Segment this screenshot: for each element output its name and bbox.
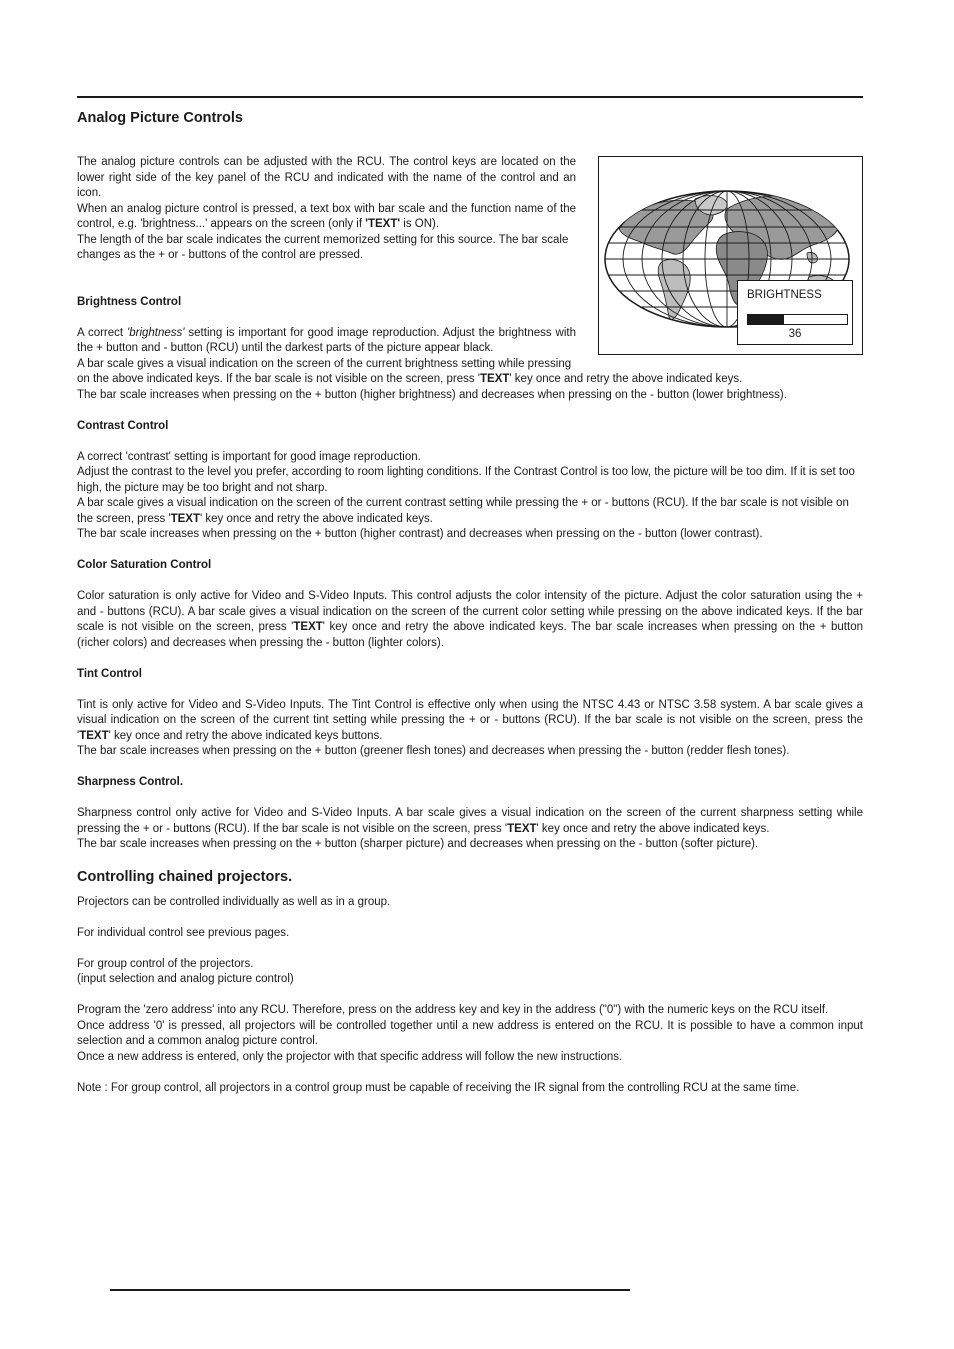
contrast-paragraph-1: A correct 'contrast' setting is important for good image reproduction. xyxy=(77,450,421,463)
brightness-paragraph-2: A bar scale gives a visual indication on the screen of the current brightness setting while pressing on the above indicated keys. If the bar scale is not visible on the screen, press 'TEXT' key once and retry the above indicated keys. xyxy=(77,357,743,385)
chained-paragraph-4: (input selection and analog picture control) xyxy=(77,973,294,985)
saturation-paragraph-1: Color saturation is only active for Video and S-Video Inputs. This control adjusts the color intensity of the picture. Adjust the color saturation using the + and - buttons (RCU). A bar scale gives a visual indication on the screen of the current color setting while pressing on the above indicated keys. If the bar scale is not visible on the screen, press 'TEXT' key once and retry the above indicated keys. The bar scale increases when pressing on the + button (richer colors) and decreases when pressing the - button (lighter colors). xyxy=(77,590,863,649)
tint-paragraph-2: The bar scale increases when pressing on the + button (greener flesh tones) and decreases when pressing the - button (redder flesh tones). xyxy=(77,745,790,757)
brightness-bar-scale xyxy=(747,314,848,325)
chained-paragraph-1: Projectors can be controlled individually as well as in a group. xyxy=(77,895,391,908)
chained-paragraph-7: Once a new address is entered, only the projector with that specific address will follow the new instructions. xyxy=(77,1050,623,1063)
intro-paragraph-1: The analog picture controls can be adjusted with the RCU. The control keys are located on the lower right side of the key panel of the RCU and indicated with the name of the control and an icon. xyxy=(77,156,576,199)
section-title-controlling-chained-projectors: Controlling chained projectors. xyxy=(77,868,293,885)
contrast-paragraph-3: A bar scale gives a visual indication on the screen of the current contrast setting while pressing the + or - buttons (RCU). If the bar scale is not visible on the screen, press 'TEXT' key once and retry the above indicated keys. xyxy=(77,497,849,525)
osd-label: BRIGHTNESS xyxy=(747,289,822,301)
chained-paragraph-8: Note : For group control, all projectors in a control group must be capable of receiving the IR signal from the controlling RCU at the same time. xyxy=(77,1081,800,1094)
heading-tint-control: Tint Control xyxy=(77,667,142,680)
chained-paragraph-2: For individual control see previous pages. xyxy=(77,926,290,939)
sharpness-paragraph-2: The bar scale increases when pressing on the + button (sharper picture) and decreases when pressing on the - button (softer picture). xyxy=(77,838,759,850)
brightness-osd-illustration xyxy=(598,156,863,355)
heading-color-saturation-control: Color Saturation Control xyxy=(77,559,212,571)
chained-paragraph-5: Program the 'zero address' into any RCU. Therefore, press on the address key and key in the address ("0") with the numeric keys on the RCU itself. xyxy=(77,1004,829,1016)
osd-value: 36 xyxy=(788,328,802,340)
contrast-paragraph-2: Adjust the contrast to the level you prefer, according to room lighting conditions. If the Contrast Control is too low, the picture will be too dim. If it is set too high, the picture may be too bright and not sharp. xyxy=(77,466,855,494)
brightness-paragraph-1: A correct 'brightness' setting is important for good image reproduction. Adjust the brightness with the + button and - button (RCU) until the darkest parts of the picture appear black. xyxy=(77,326,576,354)
brightness-bar-fill xyxy=(748,315,784,324)
chained-paragraph-6: Once address '0' is pressed, all projectors will be controlled together until a new address is entered on the RCU. It is possible to have a common input selection and a common analog picture control. xyxy=(77,1019,863,1047)
heading-contrast-control: Contrast Control xyxy=(77,419,169,432)
sharpness-paragraph-1: Sharpness control only active for Video and S-Video Inputs. A bar scale gives a visual indication on the screen of the current sharpness setting while pressing the + or - buttons (RCU). If the bar scale is not visible on the screen, press 'TEXT' key once and retry the above indicated keys. xyxy=(77,807,863,835)
brightness-text-box xyxy=(737,280,853,345)
brightness-paragraph-3: The bar scale increases when pressing on the + button (higher brightness) and decreases when pressing on the - button (lower brightness). xyxy=(77,388,787,401)
intro-paragraph-3: The length of the bar scale indicates the current memorized setting for this source. The bar scale changes as the + or - buttons of the control are pressed. xyxy=(77,233,569,261)
heading-sharpness-control: Sharpness Control. xyxy=(77,776,184,788)
bottom-rule xyxy=(110,1289,630,1291)
tint-paragraph-1: Tint is only active for Video and S-Video Inputs. The Tint Control is effective only when using the NTSC 4.43 or NTSC 3.58 system. A bar scale gives a visual indication on the screen of the current tint setting while pressing the + or - buttons (RCU). If the bar scale is not visible on the screen, press the 'TEXT' key once and retry the above indicated keys buttons. xyxy=(77,698,863,742)
section-title-analog-picture-controls: Analog Picture Controls xyxy=(77,110,243,126)
heading-brightness-control: Brightness Control xyxy=(77,295,182,308)
intro-paragraph-2: When an analog picture control is pressed, a text box with bar scale and the function name of the control, e.g. 'brightness...' appears on the screen (only if 'TEXT' is ON). xyxy=(77,202,576,230)
contrast-paragraph-4: The bar scale increases when pressing on the + button (higher contrast) and decreases when pressing on the - button (lower contrast). xyxy=(77,528,763,540)
chained-paragraph-3: For group control of the projectors. xyxy=(77,957,254,970)
top-rule xyxy=(77,96,863,98)
